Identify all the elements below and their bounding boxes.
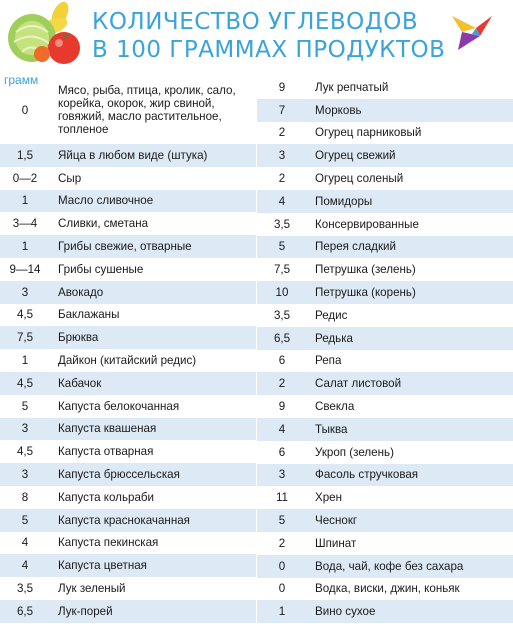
table-row: [0, 235, 256, 258]
unit-label: грамм: [4, 73, 39, 87]
table-row: [0, 418, 256, 441]
carb-value: 3: [278, 149, 286, 163]
table-row: [257, 190, 513, 213]
table-row: [0, 326, 256, 349]
product-name: Капуста белокочанная: [58, 399, 180, 413]
carb-value: 6: [278, 354, 286, 368]
carb-value: 4,5: [16, 308, 34, 322]
table-row: [0, 509, 256, 532]
table-row: [257, 236, 513, 259]
table-row: [257, 372, 513, 395]
carb-value: 4,5: [16, 376, 34, 390]
table-row: [257, 258, 513, 281]
table-row: [0, 212, 256, 235]
carb-value: 5: [278, 240, 286, 254]
product-name: Перея сладкий: [315, 240, 396, 254]
table-row: [0, 440, 256, 463]
page-header: [0, 0, 513, 70]
product-name: Чеснокг: [315, 514, 358, 528]
product-name: Репа: [315, 354, 342, 368]
table-row: [257, 418, 513, 441]
carb-value: 1: [21, 240, 29, 254]
carb-value: 9—14: [9, 262, 41, 276]
carb-value: 3: [21, 285, 29, 299]
product-name: Дайкон (китайский редис): [58, 354, 197, 368]
product-name: Консервированные: [315, 217, 419, 231]
carb-value: 7,5: [273, 263, 291, 277]
table-row: [257, 464, 513, 487]
carb-value: 7,5: [16, 331, 34, 345]
table-row: [257, 213, 513, 236]
product-name: Фасоль стручковая: [315, 468, 419, 482]
table-row: [0, 349, 256, 372]
product-name: Огурец парниковый: [315, 126, 422, 140]
table-row: [257, 99, 513, 122]
product-name: Масло сливочное: [58, 194, 154, 208]
carb-value: 3: [21, 468, 29, 482]
carb-value: 2: [278, 172, 286, 186]
product-name: Свекла: [315, 400, 355, 414]
table-row: [257, 76, 513, 99]
table-row: [0, 600, 256, 623]
table-row: [0, 281, 256, 304]
table-row: [0, 486, 256, 509]
table-row: [0, 76, 256, 144]
product-name: Капуста брюссельская: [58, 468, 180, 482]
table-row: [0, 463, 256, 486]
carb-value: 1: [21, 194, 29, 208]
product-name: Грибы свежие, отварные: [58, 240, 192, 254]
table-row: [0, 554, 256, 577]
carb-value: 3: [21, 422, 29, 436]
product-name: Редис: [315, 308, 348, 322]
title-line-1: КОЛИЧЕСТВО УГЛЕВОДОВ: [92, 9, 419, 35]
table-row: [0, 190, 256, 213]
right-table: [257, 76, 513, 623]
carb-value: 0—2: [12, 171, 38, 185]
title-line-2: В 100 ГРАММАХ ПРОДУКТОВ: [92, 37, 446, 63]
table-row: [257, 486, 513, 509]
product-name: Вода, чай, кофе без сахара: [315, 559, 464, 573]
left-table: [0, 76, 256, 623]
table-row: [0, 167, 256, 190]
product-name: Лук репчатый: [315, 80, 389, 94]
carb-value: 0: [278, 582, 286, 596]
table-row: [0, 372, 256, 395]
table-row: [257, 144, 513, 167]
carb-value: 4: [21, 559, 29, 573]
product-name: Петрушка (корень): [315, 286, 416, 300]
carb-value: 10: [275, 286, 289, 300]
product-name: Грибы сушеные: [58, 262, 144, 276]
carb-value: 3,5: [16, 582, 34, 596]
page-title: [92, 8, 445, 64]
product-name: Огурец свежий: [315, 149, 396, 163]
product-name: Баклажаны: [58, 308, 120, 322]
table-row: [0, 144, 256, 167]
carb-value: 0: [278, 559, 286, 573]
product-name: Кабачок: [58, 376, 102, 390]
table-row: [257, 578, 513, 601]
table-row: [0, 304, 256, 327]
carb-value: 11: [275, 491, 289, 505]
carb-value: 2: [278, 377, 286, 391]
carb-value: 6,5: [16, 604, 34, 618]
table-row: [257, 167, 513, 190]
carb-value: 4: [278, 422, 286, 436]
product-name: Петрушка (зелень): [315, 263, 416, 277]
carb-value: 5: [278, 514, 286, 528]
table-row: [257, 509, 513, 532]
carb-value: 4: [21, 536, 29, 550]
product-name: Тыква: [315, 422, 348, 436]
carb-value: 3—4: [12, 217, 38, 231]
product-name: Хрен: [315, 491, 343, 505]
table-row: [257, 350, 513, 373]
product-name: Вино сухое: [315, 605, 376, 619]
product-name: Водка, виски, джин, коньяк: [315, 582, 460, 596]
carb-value: 6: [278, 445, 286, 459]
table-row: [257, 555, 513, 578]
product-name: Огурец соленый: [315, 172, 404, 186]
carb-value: 9: [278, 80, 286, 94]
product-name: Сливки, сметана: [58, 217, 149, 231]
product-name: Редька: [315, 331, 353, 345]
product-name: Капуста квашеная: [58, 422, 157, 436]
product-name: Яйца в любом виде (штука): [58, 148, 208, 162]
product-name: Сыр: [58, 171, 82, 185]
product-name: Брюква: [58, 331, 99, 345]
carb-value: 4: [278, 194, 286, 208]
product-name: Укроп (зелень): [315, 445, 394, 459]
table-row: [257, 532, 513, 555]
carb-value: 9: [278, 400, 286, 414]
product-name: Лук зеленый: [58, 582, 126, 596]
table-row: [257, 122, 513, 145]
product-name: Салат листовой: [315, 377, 402, 391]
carb-value: 1,5: [16, 148, 34, 162]
vegetables-icon: [2, 2, 88, 68]
table-row: [0, 395, 256, 418]
table-row: [257, 441, 513, 464]
carb-value: 3,5: [273, 308, 291, 322]
product-name: Морковь: [315, 103, 362, 117]
product-name: Мясо, рыба, птица, кролик, сало, корейка, окорок, жир свиной, говяжий, масло растительное, топленое: [58, 84, 236, 136]
carb-value: 3: [278, 468, 286, 482]
table-row: [0, 532, 256, 555]
table-row: [257, 395, 513, 418]
carb-value: 2: [278, 536, 286, 550]
carb-value: 1: [278, 605, 286, 619]
table-row: [257, 281, 513, 304]
carb-value: 4,5: [16, 445, 34, 459]
product-name: Авокадо: [58, 285, 104, 299]
bird-logo-icon: [450, 12, 494, 52]
carb-value: 0: [21, 103, 29, 117]
product-name: Капуста пекинская: [58, 536, 159, 550]
table-row: [0, 258, 256, 281]
carb-value: 5: [21, 399, 29, 413]
product-name: Капуста краснокачанная: [58, 513, 190, 527]
product-name: Лук-порей: [58, 604, 113, 618]
product-name: Помидоры: [315, 194, 373, 208]
product-name: Шпинат: [315, 536, 357, 550]
carb-value: 7: [278, 103, 286, 117]
table-row: [0, 577, 256, 600]
table-row: [257, 600, 513, 623]
carb-value: 5: [21, 513, 29, 527]
product-name: Капуста цветная: [58, 559, 147, 573]
product-name: Капуста отварная: [58, 445, 154, 459]
table-row: [257, 304, 513, 327]
carb-value: 6,5: [273, 331, 291, 345]
carb-value: 3,5: [273, 217, 291, 231]
table-row: [257, 327, 513, 350]
carb-value: 1: [21, 354, 29, 368]
carb-value: 8: [21, 490, 29, 504]
carb-value: 2: [278, 126, 286, 140]
product-name: Капуста кольраби: [58, 490, 155, 504]
